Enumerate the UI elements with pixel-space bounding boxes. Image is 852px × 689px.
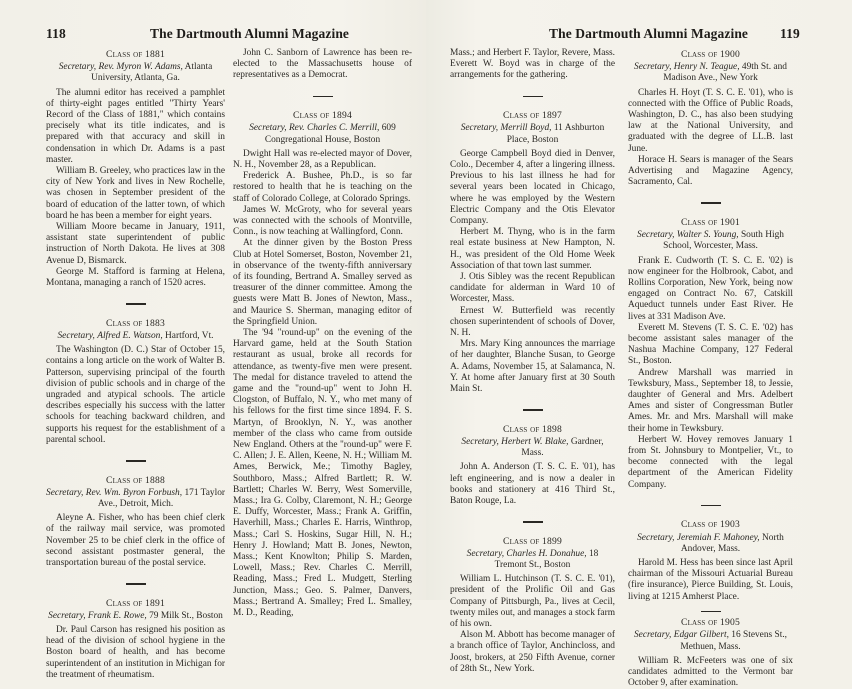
secretary-name: Walter S. Young, <box>676 230 739 241</box>
secretary-address: 171 Taylor Ave., Detroit, Mich. <box>97 487 226 509</box>
secretary-address: 79 Milk St., Boston <box>149 610 223 621</box>
class-heading: Class of 1903 <box>680 519 741 531</box>
secretary-line <box>46 611 225 622</box>
news-paragraph: Dwight Hall was re-elected mayor of Dover, N. H., November 28, as a Republican. <box>233 148 412 170</box>
news-paragraph: George Campbell Boyd died in Denver, Colo., December 4, after a lingering illness. Previous to his last illness he had for several years been located in Chicago, where he was employed by the Western Electric Company and the Otis Elevator Company. <box>450 148 615 226</box>
news-paragraph: Frank E. Cudworth (T. S. C. E. '02) is now engineer for the Holbrook, Cabot, and Rollins Corporation, New York, being now engaged on Contract No. 67, Catskill Aqueduct tunnels under East River. He lives at 331 Madison Ave. <box>628 255 793 322</box>
secretary-name: Jeremiah F. Mahoney, <box>676 532 760 543</box>
news-paragraph: William Moore became in January, 1911, assistant state superintendent of public instruction of North Dakota. He lives at 308 Avenue D, Bismarck. <box>46 222 225 266</box>
class-heading: Class of 1888 <box>105 474 166 486</box>
class-heading: Class of 1883 <box>105 317 166 329</box>
class-heading: Class of 1901 <box>680 216 741 228</box>
secretary-name: Merrill Boyd, <box>500 123 552 134</box>
news-paragraph: Mrs. Mary King announces the marriage of her daughter, Blanche Susan, to George A. Adams, November 15, at Salamanca, N. Y. At home after January first at 30 South Main St. <box>450 339 615 394</box>
news-paragraph: The alumni editor has received a pamphlet of thirty-eight pages entitled "Thirty Years' Record of the Class of 1881," which contains precisely what its title indicates, and is prepared with that accuracy and skill in condensation in which Dr. Adams is a past master. <box>46 87 225 165</box>
news-paragraph: William R. McFeeters was one of six candidates admitted to the Vermont bar October 9, after examination. <box>628 655 793 689</box>
news-paragraph: Herbert M. Thyng, who is in the farm real estate business at New Hampton, N. H., was president of the Old Home Week Association of that town last summer. <box>450 227 615 271</box>
secretary-line <box>46 488 225 510</box>
class-section <box>628 49 793 188</box>
right-page-columns <box>450 48 793 689</box>
news-paragraph: The Washington (D. C.) Star of October 15, contains a long article on the work of Walter B. Patterson, supervising principal of the fourth division of public schools and in charge of the ungraded and atypical schools. The article describes especially his success with the latter schools for teaching backward children, and supports his request for the establishment of a parental school. <box>46 345 225 445</box>
class-section <box>628 217 793 491</box>
secretary-line <box>46 62 225 84</box>
secretary-label: Secretary, <box>466 548 505 559</box>
news-paragraph: Alson M. Abbott has become manager of a branch office of Taylor, Anchincloss, and Joost, brokers, at 250 Fifth Avenue, corner of 28th St., New York. <box>450 630 615 674</box>
section-divider <box>523 521 543 523</box>
secretary-label: Secretary, <box>460 123 499 134</box>
secretary-label: Secretary, <box>461 436 499 447</box>
secretary-name: Rev. Myron W. Adams, <box>98 62 183 73</box>
secretary-line <box>628 630 793 652</box>
class-section <box>450 536 615 675</box>
section-divider <box>701 505 721 507</box>
left-page <box>0 0 426 680</box>
news-paragraph: Mass.; and Herbert F. Taylor, Revere, Mass. Everett W. Boyd was in charge of the arrangements for the gathering. <box>450 48 615 81</box>
section-divider <box>126 583 146 585</box>
class-section <box>46 598 225 681</box>
running-title: The Dartmouth Alumni Magazine <box>150 26 350 41</box>
secretary-name: Herbert W. Blake, <box>501 436 569 447</box>
secretary-line <box>628 62 793 84</box>
section-divider <box>523 96 543 98</box>
page-number: 118 <box>46 26 66 41</box>
class-heading: Class of 1900 <box>680 49 741 60</box>
news-paragraph: Harold M. Hess has been since last April chairman of the Missouri Actuarial Bureau (fire insurance), Pierce Building, St. Louis, living at 1215 Amherst Place. <box>628 557 793 602</box>
secretary-label: Secretary, <box>634 62 672 73</box>
secretary-name: Alfred E. Watson, <box>97 330 163 341</box>
secretary-label: Secretary, <box>46 487 84 498</box>
section-divider <box>701 202 721 204</box>
news-paragraph: John A. Anderson (T. S. C. E. '01), has left engineering, and is now a dealer in books and stationery at 416 Third St., Baton Rouge, La. <box>450 462 615 506</box>
class-heading: Class of 1891 <box>105 597 166 609</box>
class-heading: Class of 1899 <box>502 535 563 547</box>
secretary-address: South High School, Worcester, Mass. <box>663 230 784 252</box>
class-heading: Class of 1881 <box>105 49 166 60</box>
secretary-name: Frank E. Rowe, <box>87 610 147 621</box>
secretary-line <box>450 549 615 571</box>
secretary-name: Rev. Wm. Byron Forbush, <box>85 487 183 498</box>
secretary-address: 11 Ashburton Place, Boston <box>506 123 605 145</box>
secretary-line <box>233 123 412 145</box>
secretary-line <box>450 123 615 145</box>
secretary-label: Secretary, <box>637 532 675 543</box>
secretary-name: Henry N. Teague, <box>673 62 740 73</box>
secretary-line <box>450 437 615 459</box>
news-paragraph: Charles H. Hoyt (T. S. C. E. '01), who is connected with the Office of Public Roads, Washington, D. C., has also been studying law at the National University, and graduated with the degree of LL.B. last June. <box>628 87 793 154</box>
news-paragraph: Frederick A. Bushee, Ph.D., is so far restored to health that he is teaching on the staff of Colorado College, at Colorado Springs. <box>233 171 412 204</box>
class-heading: Class of 1894 <box>292 110 353 122</box>
class-heading: Class of 1898 <box>502 423 563 435</box>
news-paragraph: The '94 "round-up" on the evening of the Harvard game, held at the South Station restaurant as usual, broke all records for attendance, as twenty-five men were present. The medal for distance traveled to attend the game and the "round-up" went to John H. Clogston, of Buffalo, N. Y., who met many of his fellows for the first time since 1894. F. S. Martyn, of Brooklyn, N. Y., was another member of the class who came from outside New England. Others at the "round-up" were F. C. Allen; J. E. Allen, Keene, N. H.; William M. Ames, Berwick, Me.; Timothy Bagley, Southboro, Mass.; Alfred Bartlett; R. W. Bartlett; Charles W. Berry, West Somerville, Mass.; Ira G. Colby, Claremont, N. H.; George E. Duffy, Worcester, Mass.; Frank A. Griffin, Haverhill, Mass.; Charles E. Harris, Winthrop, Mass.; Carl S. Hoskins, Sugar Hill, N. H.; Henry J. Howland; Matt B. Jones, Newton, Mass.; Kent Knowlton; Philip S. Marden, Lowell, Mass.; Rev. Charles C. Merrill, Reading, Mass.; Fred L. Mudgett, Sterling Junction, Mass.; Geo. S. Palmer, Danvers, Mass.; Bertrand A. Smalley; Fred L. Smalley, M. D., Reading, <box>233 327 412 619</box>
secretary-line <box>46 331 225 342</box>
news-paragraph: William B. Greeley, who practices law in the city of New York and lives in New Rochelle, was chosen in September president of the board of education of the latter town, of which board he has been a member for eight years. <box>46 166 225 221</box>
secretary-address: 609 Congregational House, Boston <box>264 123 396 145</box>
section-divider <box>126 303 146 305</box>
secretary-address: Gardner, Mass. <box>521 436 604 459</box>
running-title: The Dartmouth Alumni Magazine <box>549 26 749 41</box>
class-section <box>46 49 225 289</box>
class-section <box>46 475 225 570</box>
secretary-name: Rev. Charles C. Merrill, <box>288 123 380 134</box>
secretary-address: 16 Stevens St., Methuen, Mass. <box>680 630 788 652</box>
page-number: 119 <box>780 26 800 41</box>
news-paragraph: Aleyne A. Fisher, who has been chief clerk of the railway mail service, was promoted November 25 to be chief clerk in the office of second assistant postmaster general, the transportation bureau of the postal service. <box>46 513 225 568</box>
secretary-label: Secretary, <box>249 123 287 134</box>
class-heading: Class of 1905 <box>680 617 741 629</box>
news-paragraph: Andrew Marshall was married in Tewksbury, Mass., September 18, to Jessie, daughter of General and Mrs. Adelbert Ames and sister of Congressman Butler Ames. Mr. and Mrs. Marshall will make their home in Tewksbury. <box>628 367 793 434</box>
section-divider <box>313 96 333 98</box>
news-paragraph: Dr. Paul Carson has resigned his position as head of the division of school hygiene in the Boston board of health, and has become superintendent of an institution in Michigan for the treatment of rheumatism. <box>46 625 225 680</box>
secretary-label: Secretary, <box>48 610 86 621</box>
class-section <box>628 519 793 602</box>
secretary-address: Atlanta University, Atlanta, Ga. <box>91 62 213 84</box>
secretary-label: Secretary, <box>633 630 672 641</box>
right-page <box>426 0 852 689</box>
news-paragraph: William L. Hutchinson (T. S. C. E. '01), president of the Prolific Oil and Gas Company of Pittsburgh, Pa., lives at Cecil, twenty miles out, and manages a stock farm of his own. <box>450 574 615 630</box>
secretary-label: Secretary, <box>58 62 97 73</box>
secretary-address: Hartford, Vt. <box>165 330 214 341</box>
secretary-name: Charles H. Donahue, <box>506 548 587 559</box>
news-paragraph: At the dinner given by the Boston Press Club at Hotel Somerset, Boston, November 21, in observance of the twenty-fifth anniversary of its founding, Bertrand A. Smalley served as treasurer of the dinner committee. Among the guests were Matt B. Jones of Newton, Mass., and Maurice S. Sherman, managing editor of the Springfield Union. <box>233 238 412 327</box>
class-section <box>46 318 225 446</box>
news-paragraph: John C. Sanborn of Lawrence has been re-elected to the Massachusetts house of representatives as a Democrat. <box>233 48 412 81</box>
secretary-address: 49th St. and Madison Ave., New York <box>663 62 787 84</box>
news-paragraph: James W. McGroty, who for several years was connected with the schools of Montville, Conn., is now teaching at Wallingford, Conn. <box>233 204 412 238</box>
class-heading: Class of 1897 <box>502 110 563 122</box>
secretary-label: Secretary, <box>57 330 95 341</box>
left-page-columns <box>46 48 412 681</box>
secretary-line <box>628 230 793 252</box>
column <box>233 48 412 681</box>
class-section <box>628 617 793 689</box>
column <box>628 48 793 689</box>
news-paragraph: Herbert W. Hovey removes January 1 from St. Johnsbury to Montpelier, Vt., to become connected with the legal department of the American Fidelity Company. <box>628 434 793 490</box>
class-section <box>450 424 615 507</box>
news-paragraph: George M. Stafford is farming at Helena, Montana, managing a ranch of 1520 acres. <box>46 266 225 289</box>
column <box>450 48 615 689</box>
class-section <box>450 110 615 395</box>
news-paragraph: Ernest W. Butterfield was recently chosen superintendent of schools of Dover, N. H. <box>450 305 615 338</box>
news-paragraph: Everett M. Stevens (T. S. C. E. '02) has become assistant sales manager of the Nashua Machine Company, 127 Federal St., Boston. <box>628 322 793 367</box>
section-divider <box>523 409 543 411</box>
news-paragraph: J. Otis Sibley was the recent Republican candidate for alderman in Ward 10 of Worcester, Mass. <box>450 271 615 305</box>
secretary-line <box>628 533 793 555</box>
secretary-label: Secretary, <box>637 230 675 241</box>
secretary-address: North Andover, Mass. <box>680 532 784 554</box>
news-paragraph: Horace H. Sears is manager of the Sears Advertising and Magazine Agency, Sacramento, Cal. <box>628 154 793 188</box>
column <box>46 48 225 681</box>
secretary-address: 18 Tremont St., Boston <box>494 548 599 571</box>
secretary-name: Edgar Gilbert, <box>673 630 729 641</box>
class-section <box>233 110 412 619</box>
section-divider <box>701 611 721 613</box>
section-divider <box>126 460 146 462</box>
